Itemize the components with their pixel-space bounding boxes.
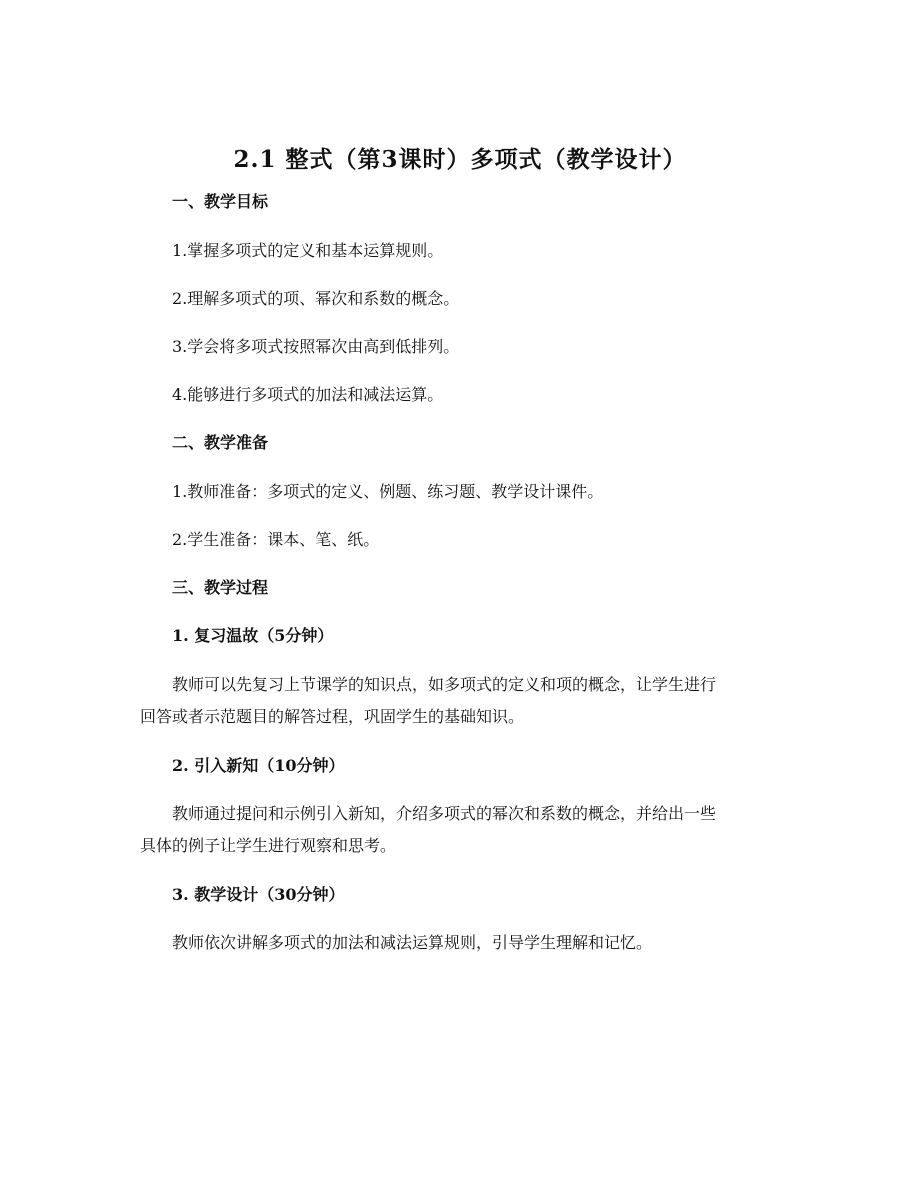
- process-step-paragraph: [140, 669, 792, 733]
- paragraph-line: 回答或者示范题目的解答过程，巩固学生的基础知识。: [140, 707, 525, 726]
- paragraph-line: 具体的例子让学生进行观察和思考。: [140, 836, 397, 855]
- paragraph-line: 教师依次讲解多项式的加法和减法运算规则，引导学生理解和记忆。: [172, 933, 653, 952]
- section-heading-process: 三、教学过程: [172, 578, 269, 597]
- objective-item: 3.学会将多项式按照幂次由高到低排列。: [172, 337, 460, 356]
- preparation-item: 1.教师准备：多项式的定义、例题、练习题、教学设计课件。: [172, 482, 604, 501]
- process-step-paragraph: [172, 927, 792, 959]
- paragraph-line: 教师通过提问和示例引入新知，介绍多项式的幂次和系数的概念，并给出一些: [172, 804, 717, 823]
- process-step-heading: 3. 教学设计（30分钟）: [172, 885, 345, 904]
- process-step-heading: 1. 复习温故（5分钟）: [172, 626, 334, 645]
- document-title: 2.1 整式（第3课时）多项式（教学设计）: [233, 146, 687, 173]
- objective-item: 2.理解多项式的项、幂次和系数的概念。: [172, 289, 460, 308]
- paragraph-line: 教师可以先复习上节课学的知识点，如多项式的定义和项的概念，让学生进行: [172, 675, 717, 694]
- preparation-item: 2.学生准备：课本、笔、纸。: [172, 530, 380, 549]
- process-step-paragraph: [140, 798, 792, 862]
- objective-item: 1.掌握多项式的定义和基本运算规则。: [172, 241, 444, 260]
- objective-item: 4.能够进行多项式的加法和减法运算。: [172, 385, 444, 404]
- process-step-heading: 2. 引入新知（10分钟）: [172, 756, 345, 775]
- section-heading-objectives: 一、教学目标: [172, 192, 269, 211]
- section-heading-preparation: 二、教学准备: [172, 433, 269, 452]
